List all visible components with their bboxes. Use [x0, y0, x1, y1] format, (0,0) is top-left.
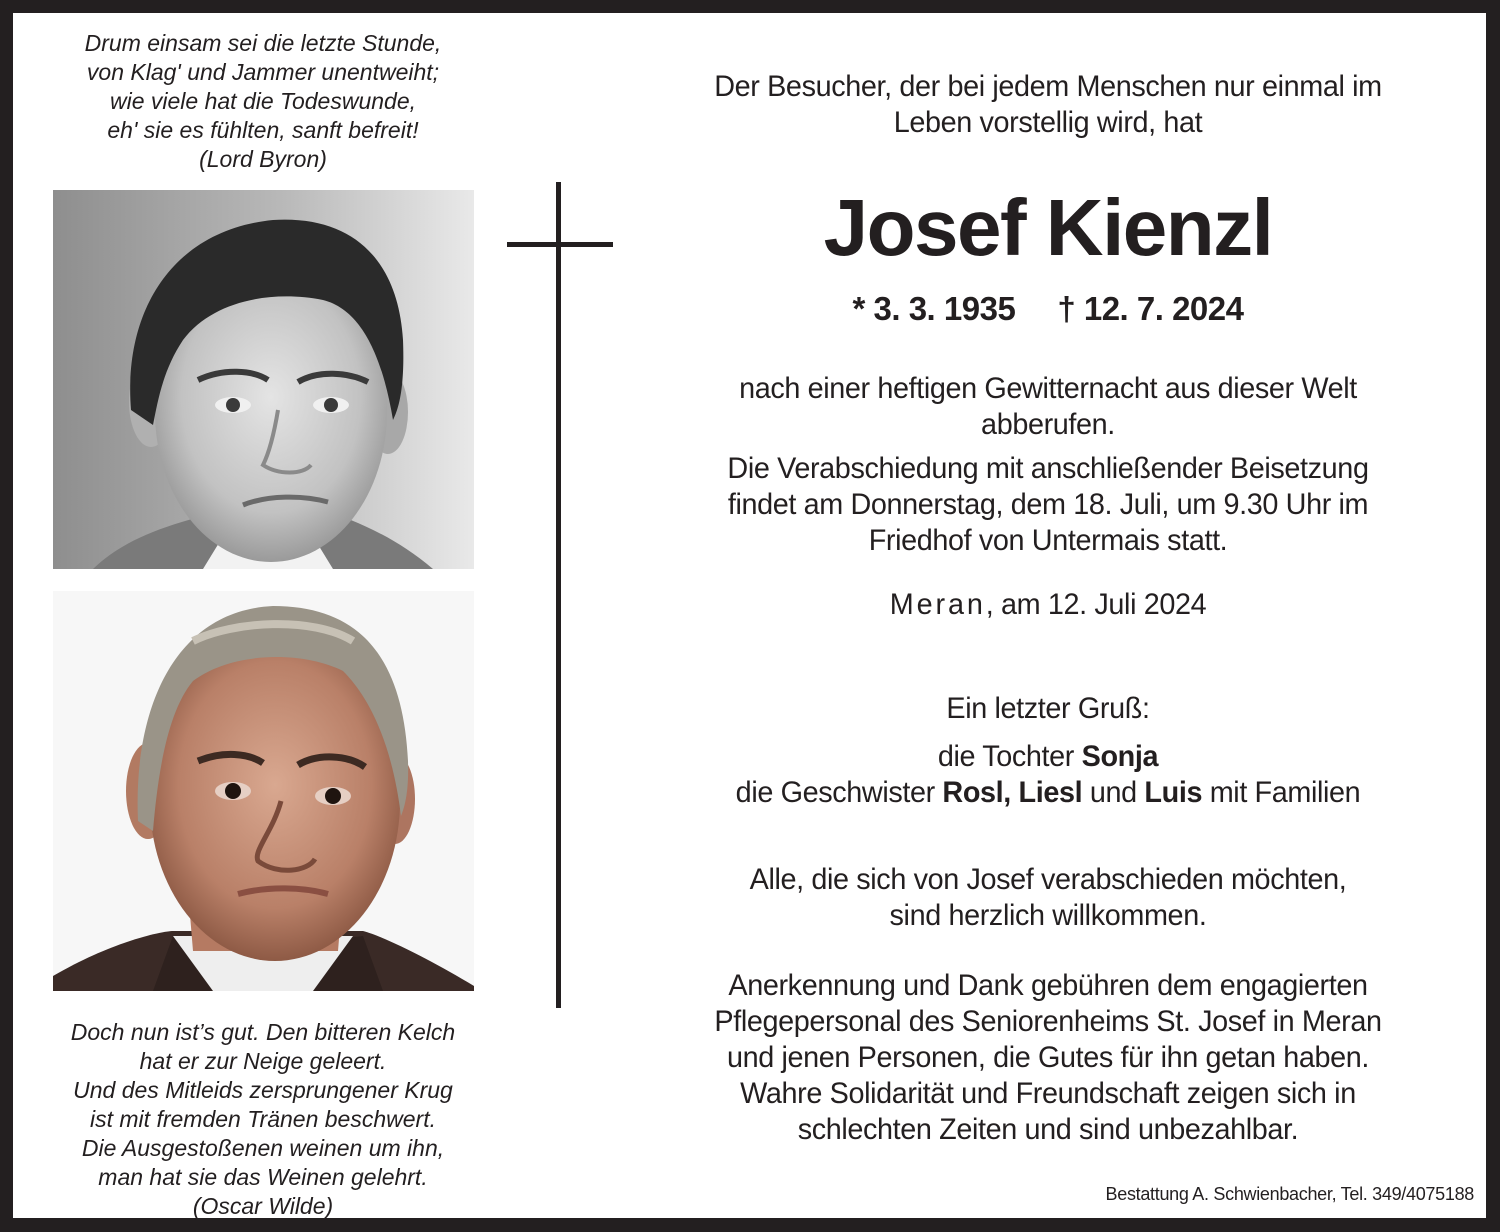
- thanks-line: Pflegepersonal des Seniorenheims St. Josef in Meran: [714, 1005, 1382, 1038]
- quote-lord-byron: [53, 29, 473, 174]
- funeral-home-credit: Bestattung A. Schwienbacher, Tel. 349/4075188: [1105, 1184, 1474, 1204]
- mourner-conjunction: und: [1082, 776, 1145, 809]
- quote-line: man hat sie das Weinen gelehrt.: [98, 1164, 428, 1190]
- dagger-icon: †: [1057, 290, 1076, 327]
- thanks-line: Wahre Solidarität und Freundschaft zeigen sich in: [740, 1077, 1356, 1110]
- mourners-list: [640, 739, 1456, 811]
- quote-line: Und des Mitleids zersprungener Krug: [73, 1077, 453, 1103]
- cross-horizontal-bar: [507, 242, 613, 247]
- mourner-line-siblings: [640, 775, 1456, 811]
- thanks-line: und jenen Personen, die Gutes für ihn getan haben.: [726, 1041, 1370, 1074]
- welcome-text: [640, 862, 1456, 934]
- passing-text: [640, 371, 1456, 443]
- ceremony-line: Friedhof von Untermais statt.: [868, 524, 1228, 557]
- passing-line: nach einer heftigen Gewitternacht aus dieser Welt: [739, 372, 1357, 405]
- thanks-line: Anerkennung und Dank gebühren dem engagierten: [728, 969, 1368, 1002]
- death-date: 12. 7. 2024: [1083, 290, 1244, 327]
- welcome-line: Alle, die sich von Josef verabschieden möchten,: [749, 863, 1347, 896]
- date: , am 12. Juli 2024: [985, 588, 1207, 621]
- intro-line: Leben vorstellig wird, hat: [893, 106, 1203, 139]
- quote-line: von Klag' und Jammer unentweiht;: [86, 59, 440, 85]
- quote-line: Die Ausgestoßenen weinen um ihn,: [81, 1135, 445, 1161]
- mourner-relation: die Tochter: [937, 740, 1082, 773]
- mourner-name: Rosl, Liesl: [942, 776, 1083, 809]
- obituary-notice: [13, 13, 1486, 1218]
- portrait-photo-young: [53, 190, 474, 569]
- mourner-line-daughter: [640, 739, 1456, 775]
- quote-line: eh' sie es fühlten, sanft befreit!: [107, 117, 419, 143]
- portrait-old-image: [53, 591, 474, 991]
- mourner-suffix: mit Familien: [1202, 776, 1361, 809]
- thanks-line: schlechten Zeiten und sind unbezahlbar.: [797, 1113, 1299, 1146]
- place-and-date: [640, 587, 1456, 623]
- thanks-text: [640, 968, 1456, 1148]
- quote-attribution: (Lord Byron): [199, 146, 327, 172]
- welcome-line: sind herzlich willkommen.: [889, 899, 1207, 932]
- quote-line: wie viele hat die Todeswunde,: [109, 88, 417, 114]
- intro-line: Der Besucher, der bei jedem Menschen nur einmal im: [714, 70, 1382, 103]
- portrait-photo-old: [53, 591, 474, 991]
- passing-line: abberufen.: [981, 408, 1115, 441]
- quote-line: ist mit fremden Tränen beschwert.: [90, 1106, 436, 1132]
- mourner-relation: die Geschwister: [735, 776, 943, 809]
- quote-attribution: (Oscar Wilde): [192, 1193, 334, 1219]
- born-symbol: *: [852, 290, 865, 327]
- portrait-young-image: [53, 190, 474, 569]
- ceremony-line: findet am Donnerstag, dem 18. Juli, um 9.30 Uhr im: [727, 488, 1369, 521]
- mourner-name: Sonja: [1081, 740, 1159, 773]
- ceremony-line: Die Verabschiedung mit anschließender Beisetzung: [727, 452, 1369, 485]
- life-dates: [623, 289, 1473, 329]
- cross-vertical-bar: [556, 182, 561, 1008]
- quote-oscar-wilde: [38, 1018, 488, 1221]
- birth-date: 3. 3. 1935: [873, 290, 1016, 327]
- mourner-name: Luis: [1144, 776, 1203, 809]
- ceremony-text: [640, 451, 1456, 559]
- deceased-name: Josef Kienzl: [823, 183, 1273, 272]
- place: Meran: [889, 588, 986, 621]
- quote-line: Drum einsam sei die letzte Stunde,: [84, 30, 442, 56]
- intro-text: [640, 69, 1456, 141]
- greeting-heading: Ein letzter Gruß:: [946, 692, 1150, 725]
- quote-line: hat er zur Neige geleert.: [139, 1048, 387, 1074]
- quote-line: Doch nun ist’s gut. Den bitteren Kelch: [70, 1019, 456, 1045]
